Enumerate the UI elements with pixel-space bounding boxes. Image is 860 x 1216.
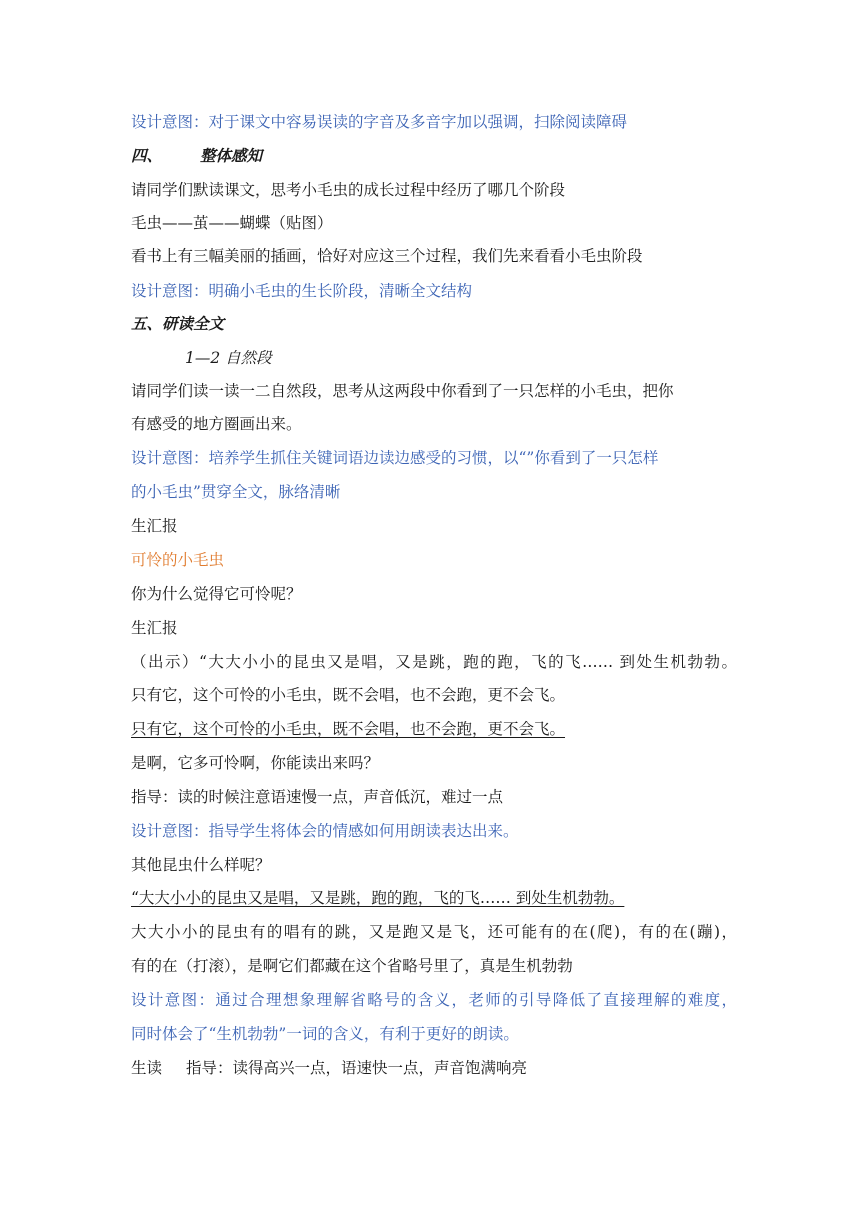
paragraph-8: 是啊，它多可怜啊，你能读出来吗？ [131, 754, 380, 772]
design-intent-1: 设计意图：对于课文中容易误读的字音及多音字加以强调，扫除阅读障碍 [131, 113, 628, 131]
section-5-heading: 五、研读全文 [131, 314, 225, 333]
paragraph-5: 生汇报 [131, 517, 178, 535]
paragraph-2: 毛虫——茧——蝴蝶（贴图） [131, 214, 333, 232]
paragraph-1: 请同学们默读课文，思考小毛虫的成长过程中经历了哪几个阶段 [131, 181, 566, 199]
design-intent-5b: 同时体会了“生机勃勃”一词的含义，有利于更好的朗读。 [131, 1025, 519, 1043]
underlined-quote-2: “大大小小的昆虫又是唱，又是跳，跑的跑，飞的飞…… 到处生机勃勃。 [131, 889, 625, 907]
highlight-phrase: 可怜的小毛虫 [131, 551, 225, 569]
student-reads: 生读 [131, 1059, 163, 1077]
design-intent-3a: 设计意图：培养学生抓住关键词语边读边感受的习惯，以“”你看到了一只怎样 [131, 449, 659, 467]
subsection-label: 1—2 自然段 [185, 349, 272, 367]
design-intent-5a: 设计意图：通过合理想象理解省略号的含义，老师的引导降低了直接理解的难度， [131, 991, 737, 1009]
paragraph-10b: 有的在（打滚），是啊它们都藏在这个省略号里了，真是生机勃勃 [131, 957, 573, 975]
quote-line-2: 只有它，这个可怜的小毛虫，既不会唱，也不会跑，更不会飞。 [131, 686, 566, 704]
design-intent-2: 设计意图：明确小毛虫的生长阶段，清晰全文结构 [131, 282, 473, 300]
paragraph-9: 其他昆虫什么样呢？ [131, 856, 271, 874]
underlined-quote-1: 只有它，这个可怜的小毛虫，既不会唱，也不会跑，更不会飞。 [131, 720, 566, 738]
section-4-title: 整体感知 [200, 146, 263, 165]
paragraph-6: 你为什么觉得它可怜呢？ [131, 585, 302, 603]
guidance-1: 指导：读的时候注意语速慢一点，声音低沉，难过一点 [131, 788, 504, 806]
quote-line-1: （出示）“大大小小的昆虫又是唱，又是跳，跑的跑，飞的飞…… 到处生机勃勃。 [131, 653, 737, 671]
design-intent-3b: 的小毛虫”贯穿全文，脉络清晰 [131, 483, 341, 501]
paragraph-4b: 有感受的地方圈画出来。 [131, 415, 302, 433]
section-4-number: 四、 [131, 146, 163, 165]
paragraph-10a: 大大小小的昆虫有的唱有的跳，又是跑又是飞，还可能有的在(爬)，有的在(蹦)， [131, 923, 737, 941]
paragraph-4a: 请同学们读一读一二自然段，思考从这两段中你看到了一只怎样的小毛虫，把你 [131, 382, 674, 400]
paragraph-3: 看书上有三幅美丽的插画，恰好对应这三个过程，我们先来看看小毛虫阶段 [131, 247, 643, 265]
design-intent-4: 设计意图：指导学生将体会的情感如何用朗读表达出来。 [131, 822, 519, 840]
section-4-heading [131, 146, 731, 166]
guidance-2: 指导：读得高兴一点，语速快一点，声音饱满响亮 [186, 1059, 528, 1077]
paragraph-11 [131, 1058, 731, 1078]
paragraph-7: 生汇报 [131, 619, 178, 637]
